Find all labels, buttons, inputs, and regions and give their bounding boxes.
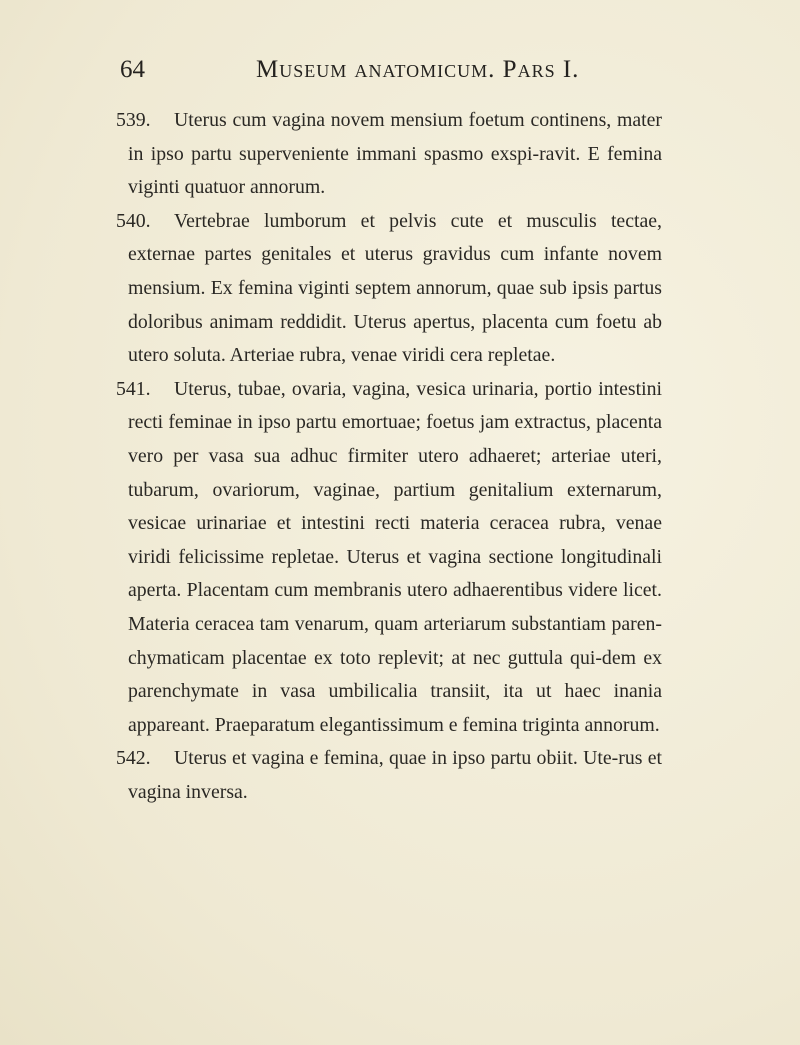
catalogue-entry <box>116 373 662 743</box>
entry-number: 539. <box>116 109 151 131</box>
entry-number: 542. <box>116 747 151 770</box>
entry-text: Uterus cum vagina novem mensium foetum continens, mater in ipso partu superveniente immani spasmo exspi-ravit. E femina viginti quatuor annorum. <box>128 109 662 199</box>
running-title: Museum anatomicum. Pars I. <box>256 56 580 83</box>
page-number: 64 <box>120 56 145 83</box>
entry-text: Vertebrae lumborum et pelvis cute et musculis tectae, externae partes genitales et uterus gravidus cum infante novem mensium. Ex femina viginti septem annorum, quae sub ipsis partus doloribus animam reddidit. Uterus apertus, placenta cum foetu ab utero soluta. Arteriae rubra, venae viridi cera repletae. <box>128 209 662 367</box>
entry-text: Uterus, tubae, ovaria, vagina, vesica urinaria, portio intestini recti feminae in ipso partu emortuae; foetus jam extractus, placenta vero per vasa sua adhuc firmiter utero adhaeret; arteriae uteri, tubarum, ovariorum, vaginae, partium genitalium externarum, vesicae urinariae et intestini recti materia ceracea rubra, venae viridi felicissime repletae. Uterus et vagina sectione longitudinali aperta. Placentam cum membranis utero adhaerentibus videre licet. Materia ceracea tam venarum, quam arteriarum substantiam paren-chymaticam placentae ex toto replevit; at nec guttula qui-dem ex parenchymate in vasa umbilicalia transiit, ita ut haec inania appareant. Praeparatum elegantissimum e femina triginta annorum. <box>128 377 662 736</box>
catalogue-entry <box>116 742 662 809</box>
running-head <box>120 56 680 92</box>
entry-text: Uterus et vagina e femina, quae in ipso partu obiit. Ute-rus et vagina inversa. <box>128 747 662 803</box>
catalogue-entry <box>116 205 662 373</box>
catalogue-entry <box>116 104 662 205</box>
entry-number: 540. <box>116 209 151 232</box>
entry-number: 541. <box>116 377 151 400</box>
catalogue-entries <box>116 104 662 809</box>
